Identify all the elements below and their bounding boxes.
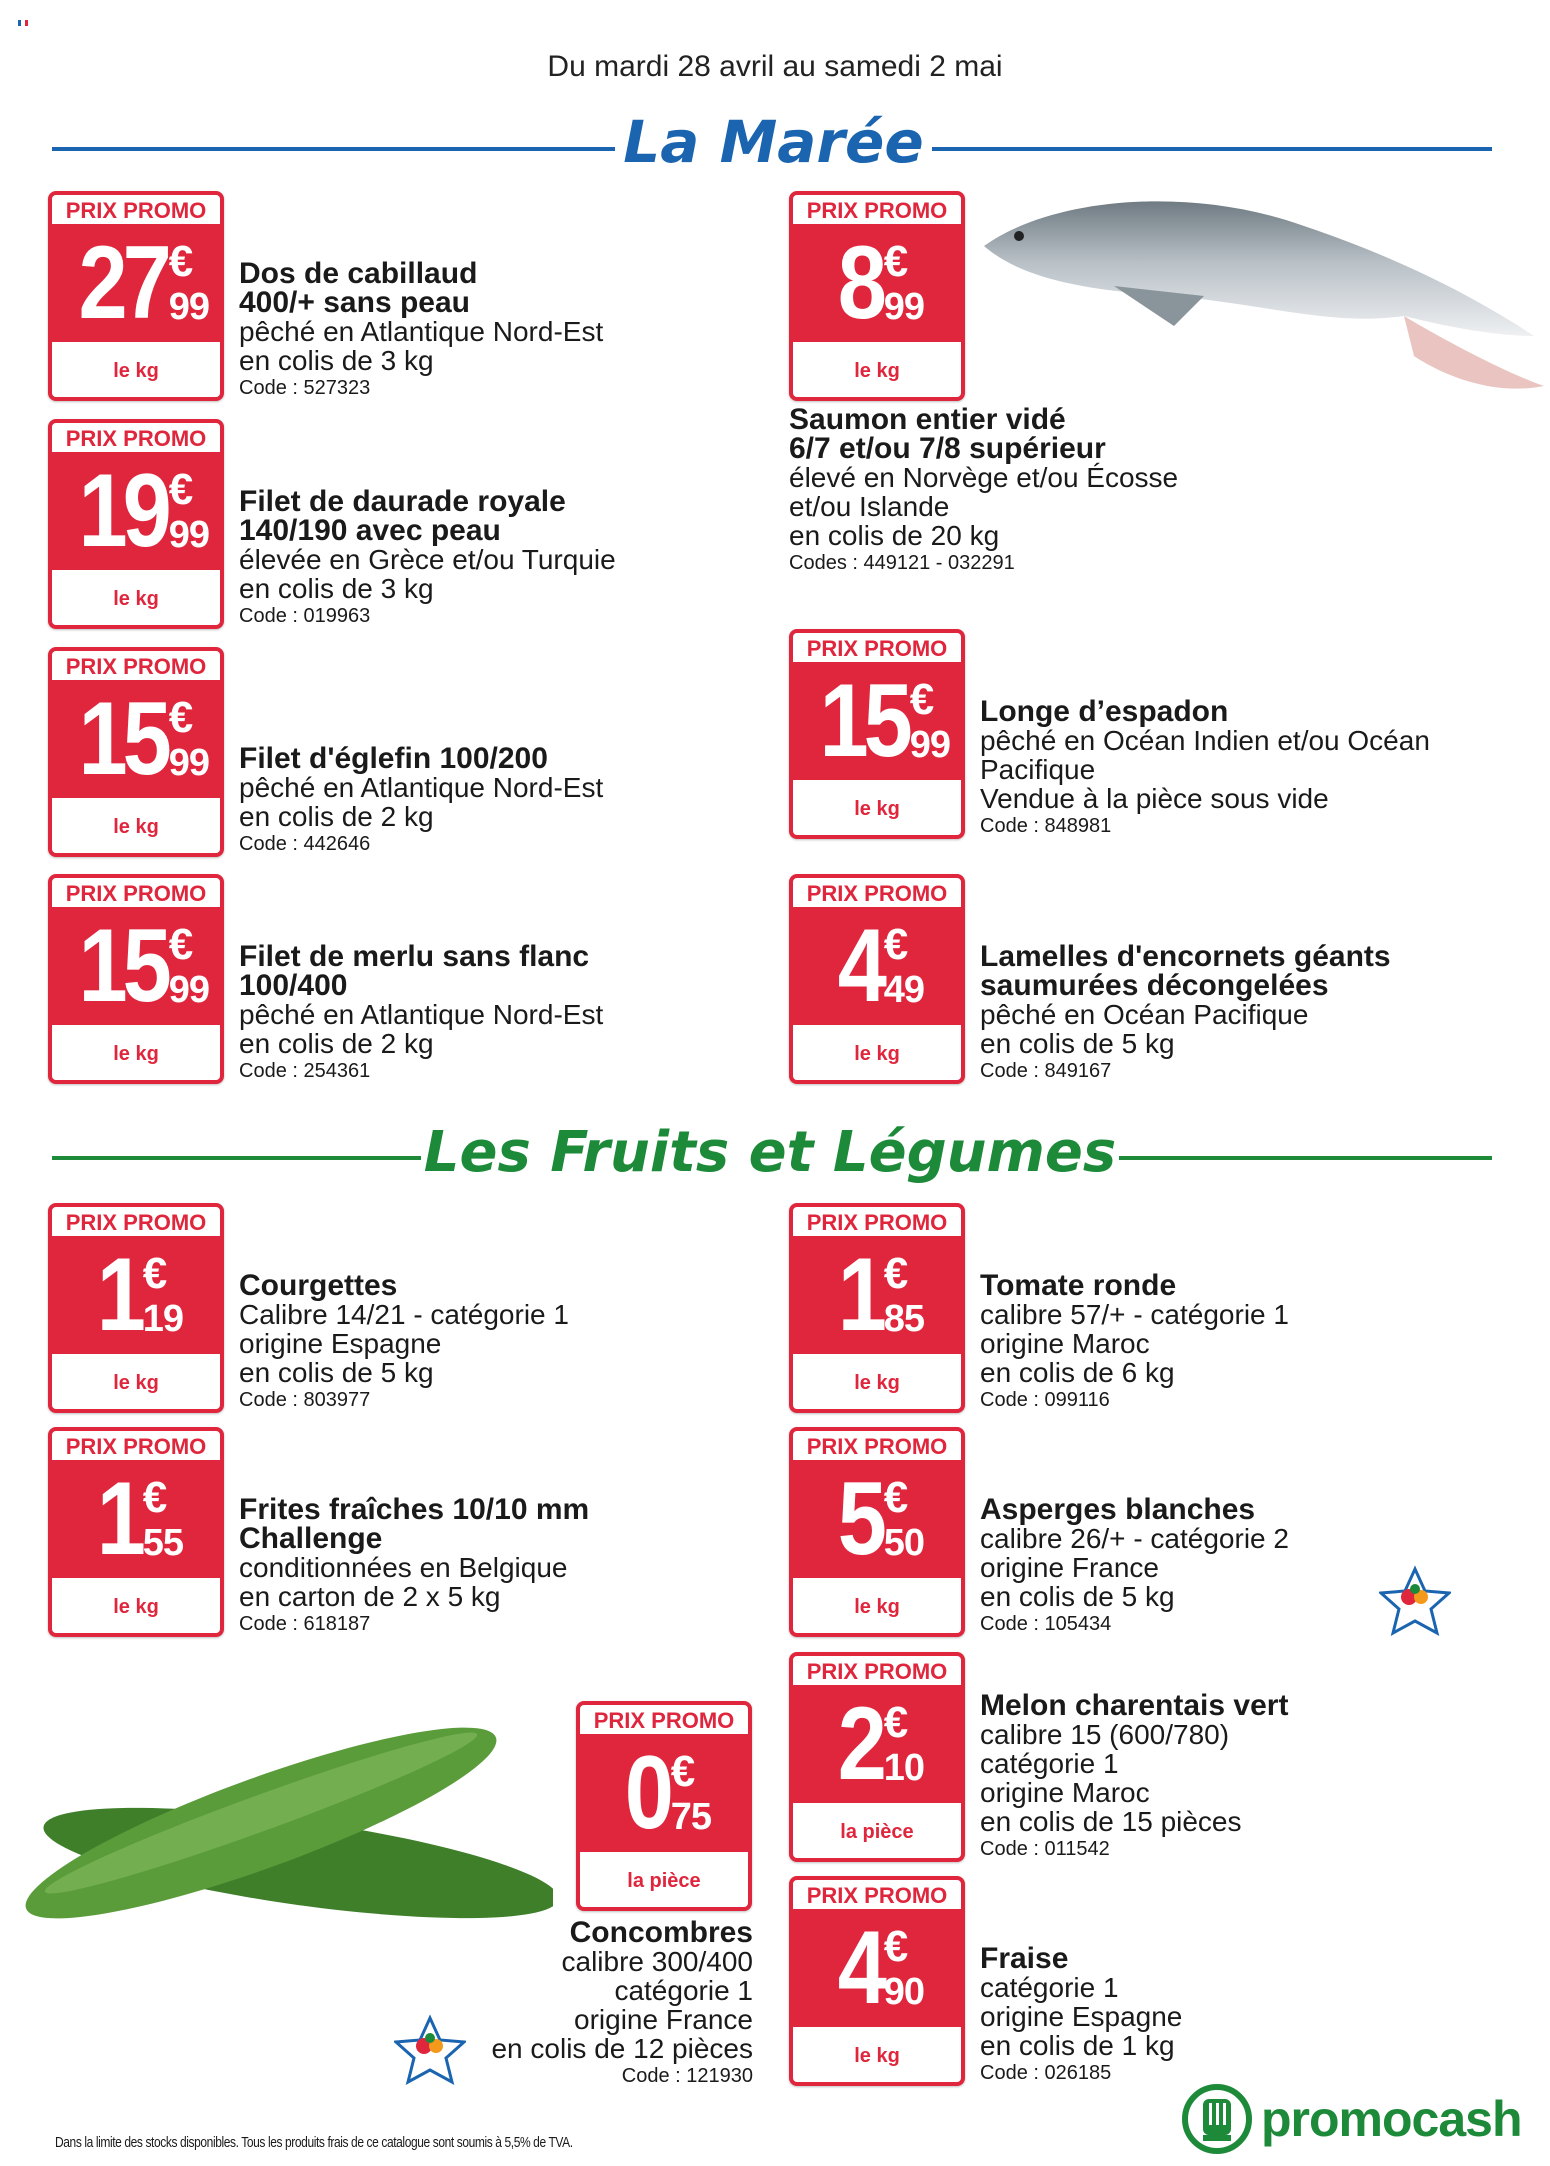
product-name: Filet de daurade royale bbox=[239, 485, 566, 518]
product-code: Code : 105434 bbox=[980, 1613, 1112, 1635]
product-description: Calibre 14/21 - catégorie 1 bbox=[239, 1299, 569, 1330]
product-description: Pacifique bbox=[980, 754, 1096, 785]
product-details bbox=[239, 259, 603, 401]
product-description: origine Maroc bbox=[980, 1777, 1150, 1808]
product-description: pêché en Atlantique Nord-Est bbox=[239, 999, 604, 1030]
product-row bbox=[789, 1427, 1289, 1637]
price-integer: 0 bbox=[624, 1735, 669, 1851]
price-cents: 99 bbox=[883, 286, 925, 328]
price-tag bbox=[789, 191, 965, 401]
product-name: Filet d'églefin 100/200 bbox=[239, 742, 548, 775]
date-range: Du mardi 28 avril au samedi 2 mai bbox=[547, 50, 1003, 83]
product-code: Code : 011542 bbox=[980, 1838, 1110, 1860]
product-code: Code : 803977 bbox=[239, 1389, 371, 1411]
product-description: catégorie 1 bbox=[980, 1972, 1119, 2003]
price-integer: 1 bbox=[96, 1237, 141, 1353]
price-unit: le kg bbox=[793, 1575, 961, 1633]
price-tag bbox=[576, 1701, 752, 1911]
euro-sign: € bbox=[883, 920, 909, 969]
product-row bbox=[789, 1203, 1289, 1413]
prix-promo-label: PRIX PROMO bbox=[52, 1431, 220, 1463]
price-tag bbox=[48, 874, 224, 1084]
product-code: Code : 254361 bbox=[239, 1060, 371, 1082]
price-cents: 10 bbox=[883, 1747, 925, 1789]
product-row bbox=[48, 647, 603, 857]
price-cents: 99 bbox=[909, 724, 950, 766]
product-name: Lamelles d'encornets géants bbox=[980, 940, 1391, 973]
price-integer: 5 bbox=[837, 1461, 882, 1577]
product-description: en colis de 2 kg bbox=[239, 801, 434, 832]
product-description: en colis de 12 pièces bbox=[491, 2033, 753, 2064]
product-description: Vendue à la pièce sous vide bbox=[980, 783, 1329, 814]
price-unit: le kg bbox=[793, 1351, 961, 1409]
product-row bbox=[789, 629, 1430, 839]
price-cents: 49 bbox=[883, 969, 925, 1011]
euro-sign: € bbox=[883, 1249, 909, 1298]
product-code: Codes : 449121 - 032291 bbox=[789, 552, 1015, 574]
product-details bbox=[980, 1271, 1289, 1413]
price-integer: 19 bbox=[78, 453, 167, 569]
product-name: Concombres bbox=[569, 1916, 753, 1949]
product-row bbox=[48, 1427, 589, 1637]
product-code: Code : 618187 bbox=[239, 1613, 371, 1635]
product-description: en colis de 2 kg bbox=[239, 1028, 434, 1059]
product-row bbox=[48, 1203, 569, 1413]
price-tag bbox=[789, 1427, 965, 1637]
price bbox=[52, 455, 220, 567]
price-unit: le kg bbox=[793, 339, 961, 397]
product-description: en colis de 5 kg bbox=[980, 1028, 1175, 1059]
product-name: Courgettes bbox=[239, 1269, 398, 1302]
product-description: catégorie 1 bbox=[980, 1748, 1119, 1779]
product-description: et/ou Islande bbox=[789, 491, 950, 522]
euro-sign: € bbox=[142, 1473, 168, 1522]
product-details bbox=[239, 487, 616, 629]
price bbox=[793, 227, 961, 339]
price-side bbox=[883, 920, 925, 1011]
product-description: en colis de 20 kg bbox=[789, 520, 1000, 551]
product-details bbox=[239, 744, 603, 857]
price-side bbox=[142, 1473, 184, 1564]
price bbox=[793, 1912, 961, 2024]
product-description: en colis de 1 kg bbox=[980, 2030, 1175, 2061]
price bbox=[52, 227, 220, 339]
product-name: saumurées décongelées bbox=[980, 969, 1329, 1002]
price-side bbox=[883, 1698, 925, 1789]
price-unit: le kg bbox=[52, 567, 220, 625]
prix-promo-label: PRIX PROMO bbox=[52, 195, 220, 227]
product-description: pêché en Océan Indien et/ou Océan bbox=[980, 725, 1430, 756]
price-tag bbox=[789, 874, 965, 1084]
price bbox=[580, 1737, 748, 1849]
product-description: élevé en Norvège et/ou Écosse bbox=[789, 462, 1179, 493]
product-description: en colis de 15 pièces bbox=[980, 1806, 1242, 1837]
price-unit: le kg bbox=[52, 1022, 220, 1080]
product-row bbox=[48, 191, 603, 401]
product-description: calibre 300/400 bbox=[561, 1946, 753, 1977]
price-side bbox=[142, 1249, 184, 1340]
product-name: Melon charentais vert bbox=[980, 1689, 1289, 1722]
product-code: Code : 848981 bbox=[980, 815, 1112, 837]
section-title-maree: La Marée bbox=[623, 108, 924, 176]
price-cents: 99 bbox=[168, 969, 209, 1011]
price-cents: 90 bbox=[883, 1971, 925, 2013]
prix-promo-label: PRIX PROMO bbox=[793, 1880, 961, 1912]
product-description: en colis de 5 kg bbox=[980, 1581, 1175, 1612]
price-tag bbox=[48, 1203, 224, 1413]
product-details bbox=[980, 942, 1391, 1084]
price-integer: 15 bbox=[78, 908, 167, 1024]
product-description: en colis de 6 kg bbox=[980, 1357, 1175, 1388]
product-details bbox=[980, 1691, 1288, 1862]
product-description: origine Maroc bbox=[980, 1328, 1150, 1359]
product-description: origine France bbox=[980, 1552, 1159, 1583]
prix-promo-label: PRIX PROMO bbox=[52, 878, 220, 910]
price-tag bbox=[48, 1427, 224, 1637]
price-cents: 55 bbox=[142, 1522, 184, 1564]
product-description: en colis de 3 kg bbox=[239, 345, 434, 376]
product-details bbox=[789, 405, 1178, 576]
price-side bbox=[168, 920, 209, 1011]
price-cents: 99 bbox=[168, 286, 209, 328]
product-description: catégorie 1 bbox=[614, 1975, 753, 2006]
product-description: conditionnées en Belgique bbox=[239, 1552, 568, 1583]
price-integer: 2 bbox=[837, 1686, 882, 1802]
product-description: en colis de 5 kg bbox=[239, 1357, 434, 1388]
euro-sign: € bbox=[168, 237, 194, 286]
price bbox=[793, 1688, 961, 1800]
prix-promo-label: PRIX PROMO bbox=[793, 1207, 961, 1239]
divider bbox=[52, 147, 615, 151]
product-name: Challenge bbox=[239, 1522, 383, 1555]
prix-promo-label: PRIX PROMO bbox=[793, 1431, 961, 1463]
price bbox=[793, 1239, 961, 1351]
price-integer: 27 bbox=[78, 225, 167, 341]
product-code: Code : 121930 bbox=[621, 2065, 753, 2087]
product-description: origine Espagne bbox=[239, 1328, 442, 1359]
price-side bbox=[168, 237, 209, 328]
product-description: pêché en Océan Pacifique bbox=[980, 999, 1309, 1030]
product-row bbox=[48, 419, 616, 629]
price-unit: le kg bbox=[52, 795, 220, 853]
product-code: Code : 849167 bbox=[980, 1060, 1112, 1082]
product-description: origine Espagne bbox=[980, 2001, 1183, 2032]
price-side bbox=[883, 237, 925, 328]
price-unit: le kg bbox=[793, 1022, 961, 1080]
product-name: Longe d’espadon bbox=[980, 695, 1229, 728]
product-name: Asperges blanches bbox=[980, 1493, 1256, 1526]
price-integer: 15 bbox=[819, 663, 908, 779]
prix-promo-label: PRIX PROMO bbox=[52, 651, 220, 683]
price bbox=[52, 1463, 220, 1575]
prix-promo-label: PRIX PROMO bbox=[793, 1656, 961, 1688]
price bbox=[793, 1463, 961, 1575]
price-cents: 99 bbox=[168, 514, 209, 556]
price-side bbox=[670, 1747, 712, 1838]
divider bbox=[52, 1156, 421, 1160]
price-side bbox=[883, 1249, 925, 1340]
price-unit: le kg bbox=[52, 1575, 220, 1633]
price-unit: le kg bbox=[52, 1351, 220, 1409]
promocash-logo bbox=[1181, 2083, 1522, 2155]
divider bbox=[1119, 1156, 1492, 1160]
price-integer: 8 bbox=[837, 225, 882, 341]
brand-name: promocash bbox=[1261, 2091, 1522, 2147]
price-tag bbox=[48, 647, 224, 857]
price-side bbox=[909, 675, 950, 766]
product-description: pêché en Atlantique Nord-Est bbox=[239, 316, 604, 347]
price bbox=[793, 910, 961, 1022]
product-row bbox=[789, 874, 1391, 1084]
product-description: pêché en Atlantique Nord-Est bbox=[239, 772, 604, 803]
fruits-legumes-de-france-logo bbox=[1379, 1565, 1451, 1637]
price-unit: le kg bbox=[52, 339, 220, 397]
price bbox=[52, 1239, 220, 1351]
product-description: calibre 15 (600/780) bbox=[980, 1719, 1230, 1750]
product-code: Code : 527323 bbox=[239, 377, 371, 399]
product-description: calibre 26/+ - catégorie 2 bbox=[980, 1523, 1289, 1554]
product-description: en colis de 3 kg bbox=[239, 573, 434, 604]
price-cents: 99 bbox=[168, 742, 209, 784]
product-name: Tomate ronde bbox=[980, 1269, 1177, 1302]
product-details bbox=[239, 1495, 589, 1637]
price-side bbox=[883, 1473, 925, 1564]
prix-promo-label: PRIX PROMO bbox=[52, 423, 220, 455]
price-side bbox=[883, 1922, 925, 2013]
price-tag bbox=[789, 1203, 965, 1413]
section-title-fruits: Les Fruits et Légumes bbox=[423, 1120, 1117, 1185]
price-side bbox=[168, 693, 209, 784]
product-row bbox=[789, 1652, 1288, 1862]
product-code: Code : 099116 bbox=[980, 1389, 1110, 1411]
euro-sign: € bbox=[168, 920, 194, 969]
price-integer: 4 bbox=[837, 1910, 882, 2026]
product-details bbox=[276, 1918, 753, 2089]
price bbox=[52, 910, 220, 1022]
price-cents: 75 bbox=[670, 1796, 712, 1838]
euro-sign: € bbox=[168, 465, 194, 514]
product-row bbox=[789, 1876, 1182, 2086]
price-integer: 1 bbox=[96, 1461, 141, 1577]
french-flag-icon bbox=[18, 20, 28, 26]
product-name: 100/400 bbox=[239, 969, 348, 1002]
product-name: Filet de merlu sans flanc bbox=[239, 940, 590, 973]
product-details bbox=[239, 1271, 569, 1413]
price-cents: 85 bbox=[883, 1298, 925, 1340]
product-code: Code : 442646 bbox=[239, 833, 371, 855]
chef-hat-icon bbox=[1181, 2083, 1253, 2155]
prix-promo-label: PRIX PROMO bbox=[793, 633, 961, 665]
divider bbox=[932, 147, 1492, 151]
price-unit: le kg bbox=[793, 777, 961, 835]
price-cents: 50 bbox=[883, 1522, 925, 1564]
price-side bbox=[168, 465, 209, 556]
price-tag bbox=[48, 191, 224, 401]
price-integer: 4 bbox=[837, 908, 882, 1024]
product-code: Code : 019963 bbox=[239, 605, 371, 627]
product-row bbox=[789, 191, 965, 401]
price-tag bbox=[789, 1876, 965, 2086]
product-name: Dos de cabillaud bbox=[239, 257, 478, 290]
product-description: en carton de 2 x 5 kg bbox=[239, 1581, 501, 1612]
product-name: 400/+ sans peau bbox=[239, 286, 470, 319]
euro-sign: € bbox=[883, 237, 909, 286]
price-unit: la pièce bbox=[580, 1849, 748, 1907]
product-name: Frites fraîches 10/10 mm bbox=[239, 1493, 590, 1526]
prix-promo-label: PRIX PROMO bbox=[52, 1207, 220, 1239]
product-row bbox=[48, 874, 603, 1084]
price-integer: 15 bbox=[78, 681, 167, 797]
prix-promo-label: PRIX PROMO bbox=[793, 878, 961, 910]
price-unit: la pièce bbox=[793, 1800, 961, 1858]
prix-promo-label: PRIX PROMO bbox=[580, 1705, 748, 1737]
price bbox=[793, 665, 961, 777]
price-cents: 19 bbox=[142, 1298, 184, 1340]
euro-sign: € bbox=[670, 1747, 696, 1796]
fruits-legumes-de-france-logo bbox=[394, 2014, 466, 2086]
product-description: calibre 57/+ - catégorie 1 bbox=[980, 1299, 1289, 1330]
euro-sign: € bbox=[909, 675, 935, 724]
product-description: élevée en Grèce et/ou Turquie bbox=[239, 544, 616, 575]
euro-sign: € bbox=[883, 1698, 909, 1747]
product-name: 6/7 et/ou 7/8 supérieur bbox=[789, 432, 1106, 465]
product-details bbox=[980, 1495, 1289, 1637]
price bbox=[52, 683, 220, 795]
product-name: Fraise bbox=[980, 1942, 1069, 1975]
product-row bbox=[576, 1701, 752, 1911]
product-details bbox=[239, 942, 603, 1084]
euro-sign: € bbox=[142, 1249, 168, 1298]
product-details bbox=[980, 1944, 1182, 2086]
euro-sign: € bbox=[168, 693, 194, 742]
price-tag bbox=[789, 629, 965, 839]
prix-promo-label: PRIX PROMO bbox=[793, 195, 961, 227]
product-name: 140/190 avec peau bbox=[239, 514, 501, 547]
price-tag bbox=[789, 1652, 965, 1862]
euro-sign: € bbox=[883, 1473, 909, 1522]
product-description: origine France bbox=[574, 2004, 753, 2035]
price-tag bbox=[48, 419, 224, 629]
euro-sign: € bbox=[883, 1922, 909, 1971]
footer-disclaimer: Dans la limite des stocks disponibles. Tous les produits frais de ce catalogue sont soumis à 5,5% de TVA. bbox=[55, 2134, 573, 2151]
product-details bbox=[980, 697, 1430, 839]
price-integer: 1 bbox=[837, 1237, 882, 1353]
price-unit: le kg bbox=[793, 2024, 961, 2082]
product-code: Code : 026185 bbox=[980, 2062, 1112, 2084]
product-name: Saumon entier vidé bbox=[789, 403, 1066, 436]
